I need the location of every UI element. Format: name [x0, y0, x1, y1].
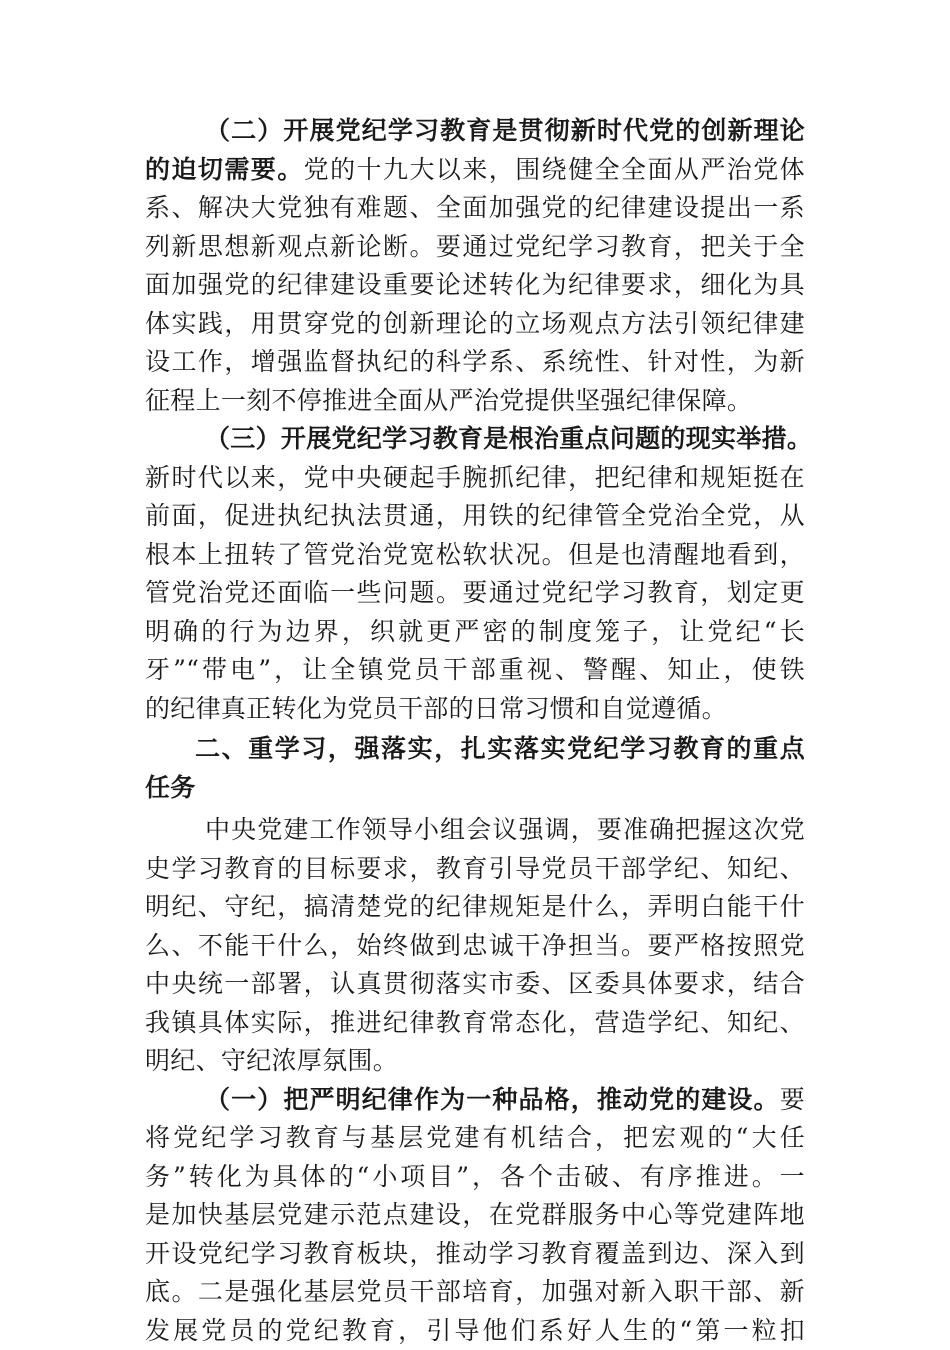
- line-text: 牙”“带电”，让全镇党员干部重视、警醒、知止，使铁: [145, 655, 805, 684]
- text-line: [145, 613, 805, 651]
- text-line: [205, 420, 813, 458]
- text-line: [205, 811, 805, 849]
- text-line: [145, 1119, 805, 1157]
- text-line: [145, 965, 805, 1003]
- line-text: 的纪律真正转化为党员干部的日常习惯和自觉遵循。: [145, 693, 727, 723]
- text-line: [145, 850, 805, 888]
- text-line: [145, 690, 805, 728]
- line-text: 开设党纪学习教育板块，推动学习教育覆盖到边、深入到: [145, 1238, 805, 1268]
- text-line: [145, 151, 805, 189]
- line-text: 体实践，用贯穿党的创新理论的立场观点方法引领纪律建: [145, 308, 805, 338]
- bold-lead: （一）把严明纪律作为一种品格，推动党的建设。: [205, 1084, 780, 1114]
- text-line: [145, 189, 805, 227]
- line-text: 底。二是强化基层党员干部培育，加强对新入职干部、新: [145, 1277, 805, 1306]
- text-line: [145, 1196, 805, 1234]
- line-text: 根本上扭转了管党治党宽松软状况。但是也清醒地看到，: [145, 539, 805, 569]
- line-text: 明纪、守纪浓厚氛围。: [145, 1046, 399, 1075]
- text-line: [145, 888, 805, 926]
- line-text: 列新思想新观点新论断。要通过党纪学习教育，把关于全: [145, 231, 805, 261]
- text-line: [145, 382, 805, 420]
- line-text: 要: [779, 1084, 805, 1114]
- line-text: 面加强党的纪律建设重要论述转化为纪律要求，细化为具: [145, 270, 805, 299]
- text-line: [145, 927, 805, 965]
- line-text: 史学习教育的目标要求，教育引导党员干部学纪、知纪、: [145, 853, 805, 883]
- line-text: 是加快基层党建示范点建设，在党群服务中心等党建阵地: [145, 1200, 805, 1229]
- text-line: [145, 1042, 805, 1080]
- text-line: [205, 1081, 805, 1119]
- line-text: 征程上一刻不停推进全面从严治党提供坚强纪律保障。: [145, 385, 753, 415]
- line-text: 中央党建工作领导小组会议强调，要准确把握这次党: [205, 815, 805, 844]
- line-text: 中央统一部署，认真贯彻落实市委、区委具体要求，结合: [145, 969, 805, 998]
- text-line: [145, 266, 805, 304]
- line-text: 务”转化为具体的“小项目”，各个击破、有序推进。一: [145, 1161, 805, 1191]
- line-text: 么、不能干什么，始终做到忠诚干净担当。要严格按照党: [145, 930, 805, 960]
- line-text: 管党治党还面临一些问题。要通过党纪学习教育，划定更: [145, 578, 805, 607]
- bold-lead: （二）开展党纪学习教育是贯彻新时代党的创新理论: [205, 116, 805, 145]
- line-text: 前面，促进执纪执法贯通，用铁的纪律管全党治全党，从: [145, 501, 805, 530]
- line-text: 将党纪学习教育与基层党建有机结合，把宏观的“大任: [145, 1123, 805, 1152]
- line-text: 明确的行为边界，织就更严密的制度笼子，让党纪“长: [145, 616, 805, 646]
- text-line: [145, 497, 805, 535]
- line-text: 设工作，增强监督执纪的科学系、系统性、针对性，为新: [145, 347, 805, 376]
- line-text: 发展党员的党纪教育，引导他们系好人生的“第一粒扣: [145, 1315, 805, 1345]
- line-text: 新时代以来，党中央硬起手腕抓纪律，把纪律和规矩挺在: [145, 462, 805, 492]
- text-line: [145, 228, 805, 266]
- line-text: 我镇具体实际，推进纪律教育常态化，营造学纪、知纪、: [145, 1007, 805, 1037]
- text-line: [145, 1273, 805, 1311]
- line-text: 党的十九大以来，围绕健全全面从严治党体: [303, 154, 805, 184]
- text-line: [145, 536, 805, 574]
- section-heading: 二、重学习，强落实，扎实落实党纪学习教育的重点: [195, 734, 805, 763]
- text-line: [145, 343, 805, 381]
- text-line: [145, 651, 805, 689]
- text-line: [145, 1158, 805, 1196]
- text-line: [145, 1235, 805, 1273]
- text-line: [205, 112, 805, 150]
- line-text: 明纪、守纪，搞清楚党的纪律规矩是什么，弄明白能干什: [145, 892, 805, 921]
- bold-lead: （三）开展党纪学习教育是根治重点问题的现实举措。: [205, 424, 813, 453]
- section-heading-cont: 任务: [145, 772, 196, 802]
- line-text: 系、解决大党独有难题、全面加强党的纪律建设提出一系: [145, 193, 805, 222]
- text-line: [145, 305, 805, 343]
- text-line: [145, 1004, 805, 1042]
- text-line: [145, 459, 805, 497]
- bold-lead: 的迫切需要。: [145, 154, 304, 184]
- text-line: [145, 574, 805, 612]
